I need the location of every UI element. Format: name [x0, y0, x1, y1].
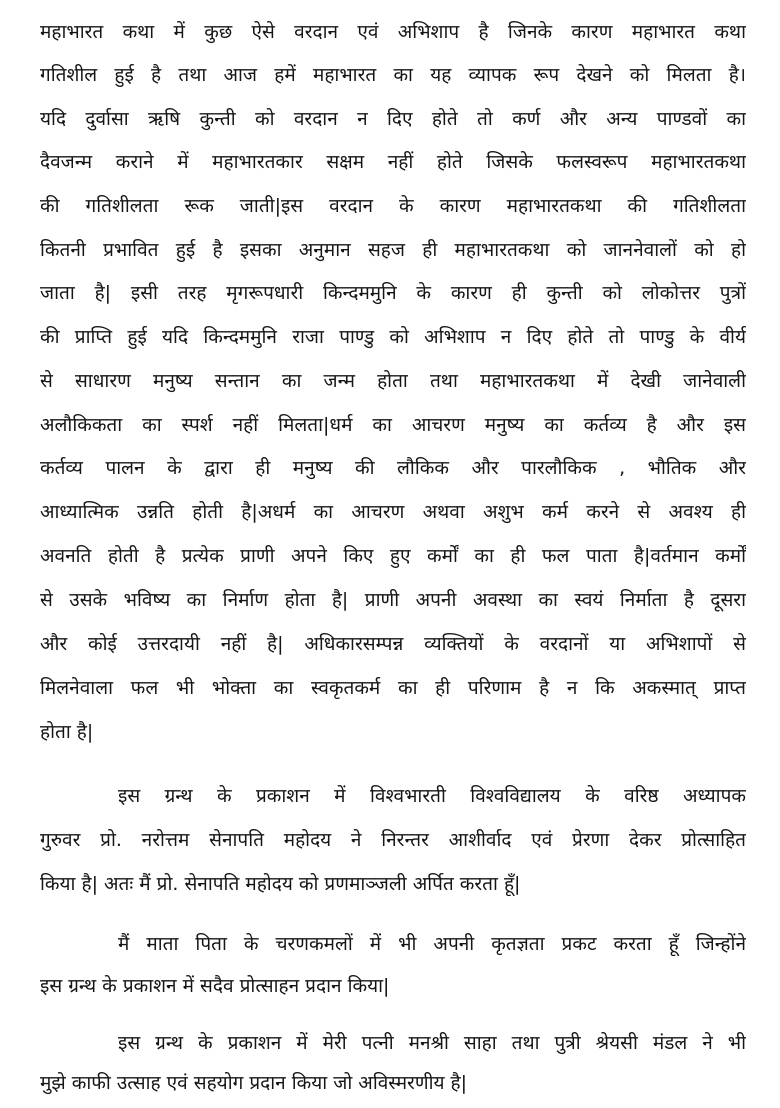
- paragraph-1-line-1: महाभारत कथा में कुछ ऐसे वरदान एवं अभिशाप है जिनके कारण महाभारत कथा: [40, 21, 746, 43]
- paragraph-1-line-3: यदि दुर्वासा ऋषि कुन्ती को वरदान न दिए होते तो कर्ण और अन्य पाण्डवों का: [40, 108, 746, 130]
- paragraph-1-line-10: अलौकिकता का स्पर्श नहीं मिलता|धर्म का आचरण मनुष्य का कर्तव्य है और इस: [40, 414, 746, 436]
- paragraph-1-line-16: मिलनेवाला फल भी भोक्ता का स्वकृतकर्म का ही परिणाम है न कि अकस्मात् प्राप्त: [40, 677, 746, 699]
- paragraph-1-line-5: की गतिशीलता रूक जाती|इस वरदान के कारण महाभारतकथा की गतिशीलता: [40, 195, 746, 217]
- paragraph-1-line-9: से साधारण मनुष्य सन्तान का जन्म होता तथा महाभारतकथा में देखी जानेवाली: [40, 370, 746, 392]
- paragraph-1-line-4: दैवजन्म कराने में महाभारतकार सक्षम नहीं होते जिसके फलस्वरूप महाभारतकथा: [40, 151, 746, 173]
- paragraph-4-line-1: इस ग्रन्थ के प्रकाशन में मेरी पत्नी मनश्री साहा तथा पुत्री श्रेयसी मंडल ने भी: [118, 1032, 746, 1054]
- paragraph-1-line-11: कर्तव्य पालन के द्वारा ही मनुष्य की लौकिक और पारलौकिक , भौतिक और: [40, 457, 746, 479]
- paragraph-2-line-2: गुरुवर प्रो. नरोत्तम सेनापति महोदय ने निरन्तर आशीर्वाद एवं प्रेरणा देकर प्रोत्साहित: [40, 829, 746, 851]
- paragraph-1-line-15: और कोई उत्तरदायी नहीं है| अधिकारसम्पन्न व्यक्तियों के वरदानों या अभिशापों से: [40, 633, 746, 655]
- paragraph-3-line-1: मैं माता पिता के चरणकमलों में भी अपनी कृतज्ञता प्रकट करता हूँ जिन्होंने: [118, 933, 746, 955]
- paragraph-1-line-2: गतिशील हुई है तथा आज हमें महाभारत का यह व्यापक रूप देखने को मिलता है।: [40, 64, 746, 86]
- paragraph-3-line-2: इस ग्रन्थ के प्रकाशन में सदैव प्रोत्साहन प्रदान किया|: [40, 975, 390, 997]
- paragraph-1-line-8: की प्राप्ति हुई यदि किन्दममुनि राजा पाण्डु को अभिशाप न दिए होते तो पाण्डु के वीर्य: [40, 326, 746, 348]
- paragraph-1-line-13: अवनति होती है प्रत्येक प्राणी अपने किए हुए कर्मों का ही फल पाता है|वर्तमान कर्मों: [40, 545, 746, 567]
- paragraph-1-line-6: कितनी प्रभावित हुई है इसका अनुमान सहज ही महाभारतकथा को जाननेवालों को हो: [40, 239, 746, 261]
- paragraph-4-line-2: मुझे काफी उत्साह एवं सहयोग प्रदान किया जो अविस्मरणीय है|: [40, 1072, 468, 1094]
- paragraph-2-line-1: इस ग्रन्थ के प्रकाशन में विश्वभारती विश्वविद्यालय के वरिष्ठ अध्यापक: [118, 785, 746, 807]
- paragraph-1-line-12: आध्यात्मिक उन्नति होती है|अधर्म का आचरण अथवा अशुभ कर्म करने से अवश्य ही: [40, 501, 746, 523]
- paragraph-1-line-17: होता है|: [40, 721, 94, 743]
- paragraph-2-line-3: किया है| अतः मैं प्रो. सेनापति महोदय को प्रणमाञ्जली अर्पित करता हूँ|: [40, 873, 521, 895]
- paragraph-1-line-7: जाता है| इसी तरह मृगरूपधारी किन्दममुनि के कारण ही कुन्ती को लोकोत्तर पुत्रों: [40, 282, 746, 304]
- paragraph-1-line-14: से उसके भविष्य का निर्माण होता है| प्राणी अपनी अवस्था का स्वयं निर्माता है दूसरा: [40, 589, 746, 611]
